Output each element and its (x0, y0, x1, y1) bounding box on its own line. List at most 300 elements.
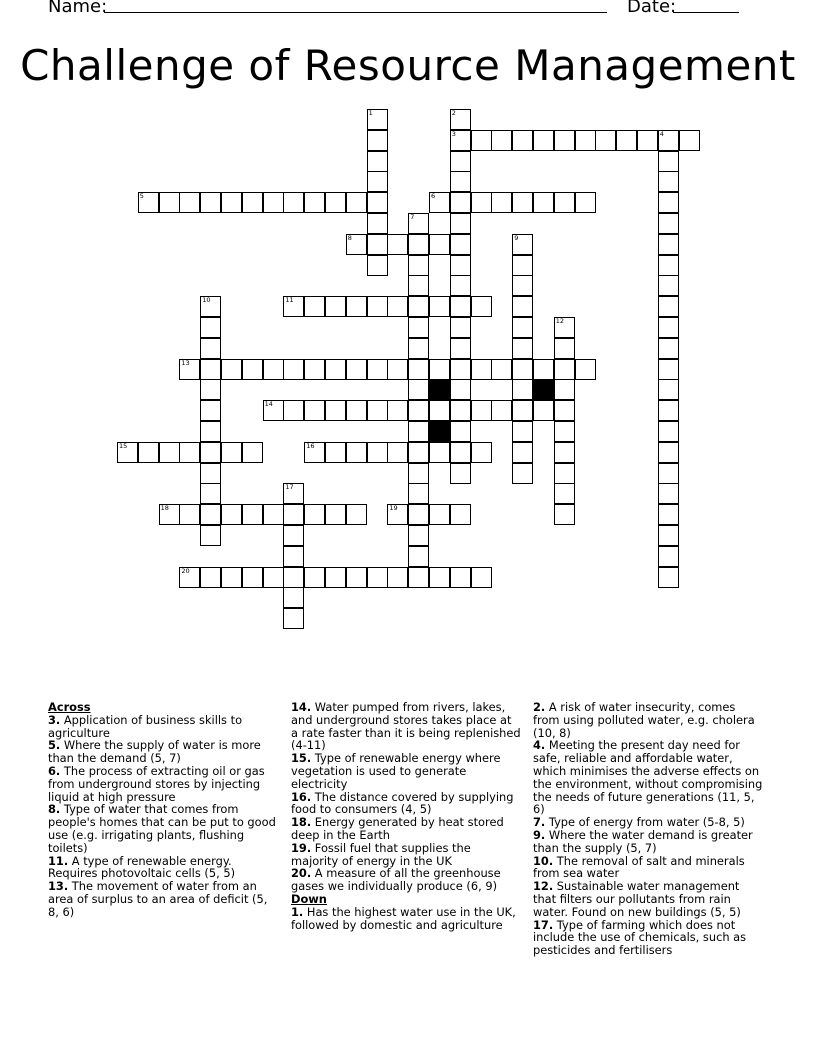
crossword-cell[interactable] (367, 567, 388, 588)
crossword-cell[interactable] (200, 463, 221, 484)
clue-number: 18. (291, 815, 312, 830)
crossword-cell[interactable] (221, 504, 242, 525)
crossword-cell[interactable] (658, 171, 679, 192)
cell-number: 13 (181, 358, 190, 367)
cell-number: 4 (659, 129, 664, 138)
crossword-cell[interactable] (450, 359, 471, 380)
down-clue (533, 829, 763, 855)
across-clue (291, 701, 521, 752)
clue-text: Application of business skills to agriculture (48, 712, 243, 740)
crossword-cell[interactable] (408, 359, 429, 380)
cell-number: 17 (285, 483, 294, 492)
crossword-cell[interactable] (533, 359, 554, 380)
crossword-cell[interactable] (200, 192, 221, 213)
crossword-cell[interactable] (346, 192, 367, 213)
clue-number: 16. (291, 789, 312, 804)
crossword-cell[interactable] (387, 442, 408, 463)
crossword-cell[interactable] (512, 338, 533, 359)
crossword-cell[interactable] (658, 525, 679, 546)
crossword-cell[interactable] (595, 130, 616, 151)
crossword-cell[interactable] (450, 317, 471, 338)
cell-number: 1 (368, 109, 373, 117)
down-clue (533, 855, 763, 881)
crossword-cell[interactable] (242, 442, 263, 463)
cell-number: 19 (389, 504, 398, 513)
crossword-cell[interactable] (200, 338, 221, 359)
crossword-cell[interactable] (658, 234, 679, 255)
crossword-cell[interactable] (387, 359, 408, 380)
crossword-cell[interactable] (367, 442, 388, 463)
crossword-cell[interactable] (450, 151, 471, 172)
crossword-cell[interactable] (304, 400, 325, 421)
across-clue (48, 855, 278, 881)
clue-text: The removal of salt and minerals from sea water (533, 853, 745, 881)
crossword-cell[interactable] (159, 504, 180, 525)
crossword-cell[interactable] (408, 275, 429, 296)
across-clue (48, 880, 278, 918)
crossword-cell[interactable] (450, 192, 471, 213)
crossword-cell[interactable] (658, 421, 679, 442)
crossword-cell[interactable] (471, 442, 492, 463)
crossword-cell[interactable] (200, 421, 221, 442)
crossword-cell[interactable] (471, 359, 492, 380)
clue-text: Fossil fuel that supplies the majority of energy in the UK (291, 840, 471, 868)
crossword-cell[interactable] (658, 359, 679, 380)
cell-number: 14 (264, 400, 273, 409)
crossword-cell[interactable] (283, 359, 304, 380)
crossword-black-cell (429, 421, 450, 442)
cell-number: 7 (410, 213, 415, 221)
crossword-cell[interactable] (325, 296, 346, 317)
crossword-cell[interactable] (575, 130, 596, 151)
clue-number: 9. (533, 827, 546, 842)
crossword-cell[interactable] (658, 255, 679, 276)
across-clue (291, 867, 521, 893)
crossword-cell[interactable] (117, 442, 138, 463)
crossword-cell[interactable] (200, 525, 221, 546)
crossword-cell[interactable] (179, 192, 200, 213)
clue-text: Type of farming which does not include the use of chemicals, such as pesticides and fertilisers (533, 917, 747, 958)
crossword-cell[interactable] (408, 317, 429, 338)
clue-number: 12. (533, 879, 554, 894)
clue-text: Water pumped from rivers, lakes, and underground stores takes place at a rate faster than it is being replenished (4-11) (291, 700, 521, 753)
across-clues-part2 (291, 701, 521, 893)
cell-number: 2 (451, 109, 456, 117)
clues-column-3 (533, 701, 763, 957)
crossword-cell[interactable] (179, 359, 200, 380)
cell-number: 15 (119, 441, 128, 450)
crossword-cell[interactable] (658, 296, 679, 317)
cell-number: 10 (202, 296, 211, 305)
crossword-cell[interactable] (387, 504, 408, 525)
crossword-cell[interactable] (512, 421, 533, 442)
clue-number: 6. (48, 763, 61, 778)
clue-text: The distance covered by supplying food to consumers (4, 5) (291, 789, 514, 817)
clue-number: 7. (533, 815, 546, 830)
clue-text: A measure of all the greenhouse gases we individually produce (6, 9) (291, 866, 501, 894)
crossword-cell[interactable] (491, 400, 512, 421)
crossword-cell[interactable] (325, 442, 346, 463)
crossword-cell[interactable] (512, 255, 533, 276)
crossword-cell[interactable] (512, 463, 533, 484)
clue-number: 11. (48, 853, 69, 868)
clue-text: A type of renewable energy. Requires photovoltaic cells (5, 5) (48, 853, 236, 881)
cell-number: 9 (514, 233, 519, 242)
crossword-cell[interactable] (554, 359, 575, 380)
crossword-cell[interactable] (658, 463, 679, 484)
crossword-cell[interactable] (346, 359, 367, 380)
clue-text: Sustainable water management that filters our pollutants from rain water. Found on new buildings (5, 5) (533, 879, 741, 919)
crossword-cell[interactable] (263, 567, 284, 588)
crossword-cell[interactable] (554, 421, 575, 442)
crossword-cell[interactable] (554, 400, 575, 421)
crossword-cell[interactable] (283, 608, 304, 629)
crossword-cell[interactable] (367, 109, 388, 130)
down-clue (533, 919, 763, 957)
crossword-cell[interactable] (512, 400, 533, 421)
crossword-cell[interactable] (450, 109, 471, 130)
crossword-cell[interactable] (367, 213, 388, 234)
cell-number: 20 (181, 566, 190, 575)
crossword-cell[interactable] (658, 379, 679, 400)
crossword-cell[interactable] (554, 317, 575, 338)
across-clues-part1 (48, 714, 278, 919)
crossword-cell[interactable] (658, 504, 679, 525)
clue-text: Type of energy from water (5-8, 5) (545, 815, 745, 830)
crossword-cell[interactable] (408, 483, 429, 504)
crossword-cell[interactable] (159, 192, 180, 213)
crossword-cell[interactable] (658, 192, 679, 213)
crossword-cell[interactable] (408, 504, 429, 525)
down-clue (533, 880, 763, 918)
crossword-cell[interactable] (408, 296, 429, 317)
crossword-cell[interactable] (554, 192, 575, 213)
crossword-cell[interactable] (491, 192, 512, 213)
across-clue (291, 842, 521, 868)
crossword-cell[interactable] (554, 379, 575, 400)
crossword-cell[interactable] (200, 483, 221, 504)
crossword-cell[interactable] (679, 130, 700, 151)
across-clue (48, 739, 278, 765)
crossword-cell[interactable] (408, 525, 429, 546)
clue-text: Energy generated by heat stored deep in the Earth (291, 815, 504, 842)
crossword-cell[interactable] (138, 442, 159, 463)
crossword-cell[interactable] (450, 442, 471, 463)
crossword-cell[interactable] (658, 442, 679, 463)
crossword-cell[interactable] (512, 296, 533, 317)
crossword-cell[interactable] (616, 130, 637, 151)
crossword-cell[interactable] (658, 338, 679, 359)
crossword-cell[interactable] (450, 213, 471, 234)
cell-number: 5 (139, 192, 144, 201)
crossword-cell[interactable] (200, 400, 221, 421)
crossword-cell[interactable] (512, 234, 533, 255)
crossword-cell[interactable] (387, 567, 408, 588)
crossword-cell[interactable] (533, 130, 554, 151)
crossword-cell[interactable] (242, 504, 263, 525)
crossword-cell[interactable] (304, 504, 325, 525)
across-clue (48, 803, 278, 854)
crossword-cell[interactable] (283, 525, 304, 546)
crossword-cell[interactable] (554, 483, 575, 504)
crossword-cell[interactable] (179, 442, 200, 463)
crossword-cell[interactable] (304, 442, 325, 463)
clue-number: 19. (291, 840, 312, 855)
clue-text: A risk of water insecurity, comes from using polluted water, e.g. cholera (10, 8) (533, 700, 755, 740)
clue-number: 4. (533, 738, 546, 753)
crossword-cell[interactable] (408, 338, 429, 359)
crossword-cell[interactable] (221, 359, 242, 380)
crossword-cell[interactable] (450, 463, 471, 484)
crossword-cell[interactable] (512, 192, 533, 213)
date-label: Date: (627, 0, 677, 17)
cell-number: 18 (160, 504, 169, 513)
clue-text: Meeting the present day need for safe, reliable and affordable water, which minimises the adverse effects on the environment, without compromising the needs of future generations (11, 5, 6) (533, 738, 763, 817)
crossword-cell[interactable] (408, 213, 429, 234)
crossword-cell[interactable] (408, 567, 429, 588)
crossword-cell[interactable] (283, 587, 304, 608)
crossword-cell[interactable] (221, 567, 242, 588)
crossword-cell[interactable] (554, 442, 575, 463)
clue-text: Type of water that comes from people's homes that can be put to good use (e.g. irrigating plants, flushing toilets) (48, 802, 276, 855)
crossword-cell[interactable] (429, 567, 450, 588)
clue-text: Where the supply of water is more than the demand (5, 7) (48, 738, 261, 766)
crossword-cell[interactable] (429, 296, 450, 317)
crossword-cell[interactable] (200, 296, 221, 317)
crossword-cell[interactable] (346, 400, 367, 421)
crossword-cell[interactable] (283, 567, 304, 588)
crossword-cell[interactable] (429, 442, 450, 463)
crossword-cell[interactable] (471, 296, 492, 317)
crossword-cell[interactable] (200, 504, 221, 525)
across-clue (291, 752, 521, 790)
crossword-cell[interactable] (533, 400, 554, 421)
cell-number: 8 (347, 233, 352, 242)
crossword-cell[interactable] (200, 379, 221, 400)
crossword-cell[interactable] (533, 192, 554, 213)
crossword-cell[interactable] (491, 130, 512, 151)
crossword-cell[interactable] (408, 379, 429, 400)
crossword-cell[interactable] (387, 296, 408, 317)
crossword-cell[interactable] (346, 442, 367, 463)
cell-number: 6 (431, 192, 436, 201)
crossword-cell[interactable] (221, 442, 242, 463)
crossword-cell[interactable] (450, 171, 471, 192)
crossword-cell[interactable] (450, 400, 471, 421)
clues-column-2 (291, 701, 521, 931)
crossword-cell[interactable] (263, 400, 284, 421)
crossword-cell[interactable] (429, 192, 450, 213)
crossword-cell[interactable] (325, 400, 346, 421)
crossword-cell[interactable] (263, 504, 284, 525)
crossword-cell[interactable] (138, 192, 159, 213)
clue-number: 15. (291, 751, 312, 766)
crossword-black-cell (533, 379, 554, 400)
crossword-cell[interactable] (450, 379, 471, 400)
crossword-cell[interactable] (512, 359, 533, 380)
crossword-cell[interactable] (283, 483, 304, 504)
page-title: Challenge of Resource Management (20, 41, 796, 90)
clue-number: 1. (291, 904, 304, 919)
crossword-cell[interactable] (325, 504, 346, 525)
crossword-cell[interactable] (367, 192, 388, 213)
crossword-cell[interactable] (575, 192, 596, 213)
crossword-cell[interactable] (658, 400, 679, 421)
crossword-cell[interactable] (429, 504, 450, 525)
crossword-cell[interactable] (283, 400, 304, 421)
cell-number: 11 (285, 296, 294, 305)
crossword-cell[interactable] (242, 359, 263, 380)
crossword-cell[interactable] (512, 317, 533, 338)
crossword-cell[interactable] (367, 171, 388, 192)
crossword-cell[interactable] (471, 130, 492, 151)
clue-number: 17. (533, 917, 554, 932)
clue-text: The movement of water from an area of surplus to an area of deficit (5, 8, 6) (48, 879, 268, 919)
crossword-cell[interactable] (408, 234, 429, 255)
crossword-black-cell (429, 379, 450, 400)
clue-number: 10. (533, 853, 554, 868)
crossword-cell[interactable] (283, 504, 304, 525)
crossword-cell[interactable] (450, 255, 471, 276)
crossword-cell[interactable] (491, 359, 512, 380)
crossword-cell[interactable] (408, 442, 429, 463)
clue-number: 2. (533, 700, 546, 714)
crossword-cell[interactable] (658, 567, 679, 588)
crossword-cell[interactable] (408, 421, 429, 442)
crossword-cell[interactable] (304, 567, 325, 588)
crossword-cell[interactable] (367, 151, 388, 172)
down-clue (291, 906, 521, 932)
crossword-cell[interactable] (325, 567, 346, 588)
clue-number: 13. (48, 879, 69, 894)
crossword-cell[interactable] (658, 275, 679, 296)
crossword-cell[interactable] (471, 192, 492, 213)
down-clue (533, 739, 763, 816)
crossword-cell[interactable] (554, 338, 575, 359)
clue-text: Has the highest water use in the UK, followed by domestic and agriculture (291, 904, 516, 932)
crossword-cell[interactable] (304, 296, 325, 317)
crossword-cell[interactable] (408, 463, 429, 484)
crossword-cell[interactable] (429, 234, 450, 255)
crossword-cell[interactable] (263, 359, 284, 380)
crossword-cell[interactable] (512, 275, 533, 296)
crossword-cell[interactable] (554, 463, 575, 484)
crossword-cell[interactable] (450, 275, 471, 296)
crossword-cell[interactable] (512, 379, 533, 400)
crossword-cell[interactable] (658, 151, 679, 172)
crossword-cell[interactable] (200, 442, 221, 463)
crossword-cell[interactable] (200, 359, 221, 380)
clue-number: 5. (48, 738, 61, 753)
crossword-cell[interactable] (450, 504, 471, 525)
across-clue (291, 816, 521, 842)
clue-text: Where the water demand is greater than the supply (5, 7) (533, 827, 753, 855)
crossword-cell[interactable] (367, 400, 388, 421)
crossword-cell[interactable] (325, 359, 346, 380)
crossword-cell[interactable] (325, 192, 346, 213)
crossword-cell[interactable] (304, 359, 325, 380)
crossword-cell[interactable] (283, 296, 304, 317)
cell-number: 3 (451, 129, 456, 138)
down-heading: Down (291, 891, 327, 906)
crossword-cell[interactable] (346, 504, 367, 525)
crossword-cell[interactable] (367, 296, 388, 317)
cell-number: 16 (306, 441, 315, 450)
name-label: Name: (48, 0, 108, 17)
crossword-cell[interactable] (263, 192, 284, 213)
crossword-cell[interactable] (387, 400, 408, 421)
across-heading: Across (48, 700, 91, 714)
crossword-cell[interactable] (159, 442, 180, 463)
crossword-cell[interactable] (450, 130, 471, 151)
crossword-cell[interactable] (471, 400, 492, 421)
down-clue (533, 701, 763, 739)
crossword-cell[interactable] (367, 359, 388, 380)
crossword-cell[interactable] (658, 317, 679, 338)
crossword-cell[interactable] (346, 296, 367, 317)
clue-text: Type of renewable energy where vegetation is used to generate electricity (291, 751, 501, 791)
crossword-cell[interactable] (408, 400, 429, 421)
down-clues-part2 (533, 701, 763, 957)
across-clue (48, 765, 278, 803)
clues-column-1 (48, 701, 278, 919)
crossword-cell[interactable] (283, 546, 304, 567)
crossword-cell[interactable] (221, 192, 242, 213)
crossword-cell[interactable] (554, 504, 575, 525)
clue-text: The process of extracting oil or gas from underground stores by injecting liquid at high pressure (48, 763, 265, 804)
across-clue (48, 714, 278, 740)
crossword-cell[interactable] (346, 567, 367, 588)
crossword-cell[interactable] (367, 255, 388, 276)
crossword-cell[interactable] (471, 567, 492, 588)
crossword-cell[interactable] (658, 483, 679, 504)
crossword-cell[interactable] (387, 234, 408, 255)
crossword-cell[interactable] (283, 192, 304, 213)
crossword-cell[interactable] (554, 130, 575, 151)
crossword-cell[interactable] (658, 213, 679, 234)
crossword-cell[interactable] (429, 359, 450, 380)
crossword-cell[interactable] (637, 130, 658, 151)
crossword-cell[interactable] (512, 442, 533, 463)
crossword-cell[interactable] (450, 296, 471, 317)
crossword-cell[interactable] (242, 567, 263, 588)
across-clue (291, 791, 521, 817)
crossword-cell[interactable] (346, 234, 367, 255)
crossword-cell[interactable] (200, 317, 221, 338)
crossword-cell[interactable] (575, 359, 596, 380)
crossword-cell[interactable] (367, 234, 388, 255)
crossword-cell[interactable] (304, 192, 325, 213)
crossword-cell[interactable] (429, 400, 450, 421)
crossword-cell[interactable] (367, 130, 388, 151)
cell-number: 12 (555, 317, 565, 325)
clue-number: 8. (48, 802, 61, 817)
crossword-cell[interactable] (658, 546, 679, 567)
crossword-cell[interactable] (512, 130, 533, 151)
crossword-cell[interactable] (450, 421, 471, 442)
crossword-cell[interactable] (408, 255, 429, 276)
crossword-cell[interactable] (200, 567, 221, 588)
crossword-cell[interactable] (179, 504, 200, 525)
crossword-cell[interactable] (450, 338, 471, 359)
crossword-cell[interactable] (242, 192, 263, 213)
crossword-cell[interactable] (179, 567, 200, 588)
crossword-cell[interactable] (450, 567, 471, 588)
clue-number: 3. (48, 712, 61, 727)
crossword-cell[interactable] (450, 234, 471, 255)
crossword-cell[interactable] (658, 130, 679, 151)
crossword-cell[interactable] (408, 546, 429, 567)
